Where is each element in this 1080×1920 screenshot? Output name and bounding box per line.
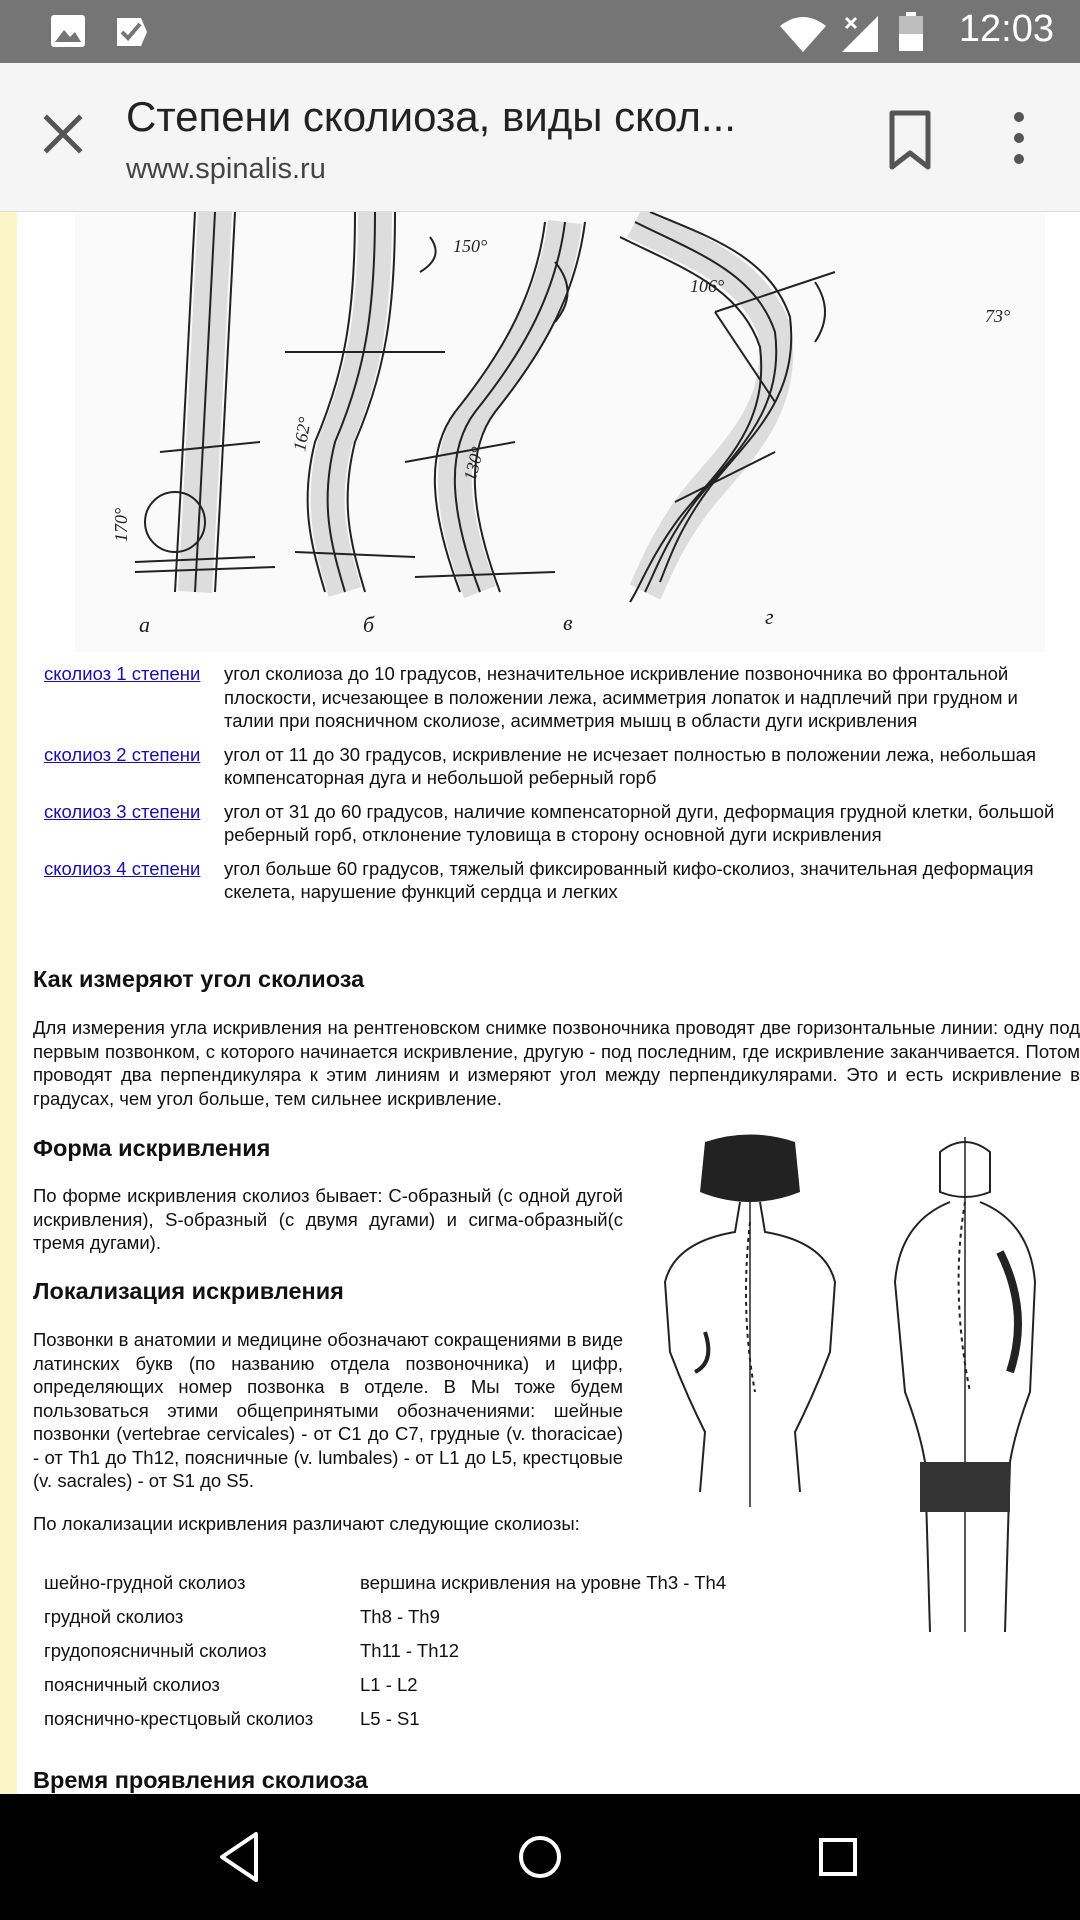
localization-table (40, 1572, 732, 1742)
bookmark-icon[interactable] (880, 105, 940, 175)
check-notification-icon (113, 14, 151, 50)
fig-angle-73: 73° (985, 306, 1011, 326)
fig-angle-170: 170° (111, 507, 131, 542)
browser-toolbar (0, 63, 1080, 212)
loc-name: шейно-грудной сколиоз (44, 1572, 246, 1593)
back-view-figure-2 (880, 1132, 1050, 1652)
location-intro: По локализации искривления различают следующие сколиозы: (33, 1513, 580, 1534)
table-row (40, 1674, 732, 1708)
loc-name: поясничный сколиоз (44, 1674, 220, 1695)
fig-label-b: б (363, 612, 375, 637)
link-degree-1[interactable]: сколиоз 1 степени (44, 663, 201, 684)
fig-angle-130: 130° (459, 444, 488, 484)
wifi-icon (778, 16, 828, 52)
loc-name: грудной сколиоз (44, 1606, 184, 1627)
table-row (40, 857, 1070, 914)
scoliosis-degree-table (40, 662, 1070, 914)
scoliosis-degrees-illustration (75, 212, 1045, 652)
navigation-bar (0, 1794, 1080, 1920)
degree-4-description: угол больше 60 градусов, тяжелый фиксированный кифо-сколиоз, значительная деформация скелета, нарушение функций сердца и легких (224, 857, 1034, 902)
recents-icon[interactable] (807, 1826, 869, 1888)
table-row (40, 1640, 732, 1674)
loc-value: L1 - L2 (360, 1674, 418, 1695)
fig-angle-150: 150° (453, 236, 488, 256)
loc-value: L5 - S1 (360, 1708, 420, 1729)
table-row (40, 743, 1070, 800)
table-row (40, 662, 1070, 743)
heading-location: Локализация искривления (33, 1278, 344, 1304)
table-row (40, 800, 1070, 857)
measure-paragraph: Для измерения угла искривления на рентгеновском снимке позвоночника проводят две горизонтальные линии: одну под первым позвонком, с которого начинается искривление, другую - под последним, где искривление заканчивается. Потом проводят два перпендикуляра к этим линиям и измеряют угол между перпендикулярами. Это и есть искривление в градусах, чем угол больше, тем сильнее искривление. (33, 1017, 1080, 1109)
form-paragraph: По форме искривления сколиоз бывает: С-образный (с одной дугой искривления), S-образный (с двумя дугами) и сигма-образный(с тремя дугами). (33, 1185, 623, 1253)
clock: 12:03 (958, 8, 1054, 50)
back-view-figure-1 (645, 1132, 860, 1512)
degree-2-description: угол от 11 до 30 градусов, искривление не исчезает полностью в положении лежа, небольшая компенсаторная дуга и небольшой реберный горб (224, 743, 1036, 788)
fig-label-d: г (765, 604, 774, 629)
no-signal-icon (840, 14, 880, 52)
status-bar (0, 0, 1080, 63)
heading-form: Форма искривления (33, 1135, 271, 1161)
degree-1-description: угол сколиоза до 10 градусов, незначительное искривление позвоночника во фронтальной плоскости, исчезающее в положении лежа, асимметрия лопаток и надплечий при грудном и талии при поясничном сколиозе, асимметрия мышц в области дуги искривления (224, 663, 1018, 731)
close-icon[interactable] (30, 101, 96, 167)
fig-angle-162: 162° (289, 415, 315, 453)
table-row (40, 1572, 732, 1606)
left-margin-bar (0, 212, 17, 1794)
home-icon[interactable] (509, 1826, 571, 1888)
degree-3-description: угол от 31 до 60 градусов, наличие компенсаторной дуги, деформация грудной клетки, большой реберный горб, отклонение туловища в сторону основной дуги искривления (224, 800, 1055, 845)
battery-icon (898, 12, 924, 52)
heading-time: Время проявления сколиоза (33, 1767, 368, 1793)
page-url: www.spinalis.ru (126, 153, 326, 185)
fig-angle-106: 106° (690, 276, 725, 296)
link-degree-4[interactable]: сколиоз 4 степени (44, 857, 201, 879)
table-row (40, 1606, 732, 1640)
table-row (40, 1708, 732, 1742)
loc-value: Th8 - Th9 (360, 1606, 440, 1627)
image-icon (50, 14, 86, 48)
fig-label-c: в (563, 610, 573, 635)
more-vert-icon[interactable] (994, 103, 1044, 173)
link-degree-3[interactable]: сколиоз 3 степени (44, 800, 201, 822)
web-content[interactable] (0, 212, 1080, 1794)
back-icon[interactable] (210, 1826, 272, 1888)
heading-measure: Как измеряют угол сколиоза (33, 966, 365, 992)
loc-value: вершина искривления на уровне Th3 - Th4 (360, 1572, 727, 1593)
fig-label-a: а (139, 612, 150, 637)
page-title: Степени сколиоза, виды скол... (126, 93, 736, 140)
loc-name: грудопоясничный сколиоз (44, 1640, 267, 1661)
loc-name: пояснично-крестцовый сколиоз (44, 1708, 314, 1729)
link-degree-2[interactable]: сколиоз 2 степени (44, 743, 201, 765)
location-paragraph: Позвонки в анатомии и медицине обозначают сокращениями в виде латинских букв (по названию отдела позвоночника) и цифр, определяющих номер позвонка в отделе. В Мы тоже будем пользоваться этими общепринятыми обозначениями: шейные позвонки (vertebrae cervicales) - от С1 до С7, грудные (v. thoracicae) - от Th1 до Th12, поясничные (v. lumbales) - от L1 до L5, крестцовые (v. sacrales) - от S1 до S5. (33, 1329, 623, 1491)
loc-value: Th11 - Th12 (360, 1640, 460, 1661)
